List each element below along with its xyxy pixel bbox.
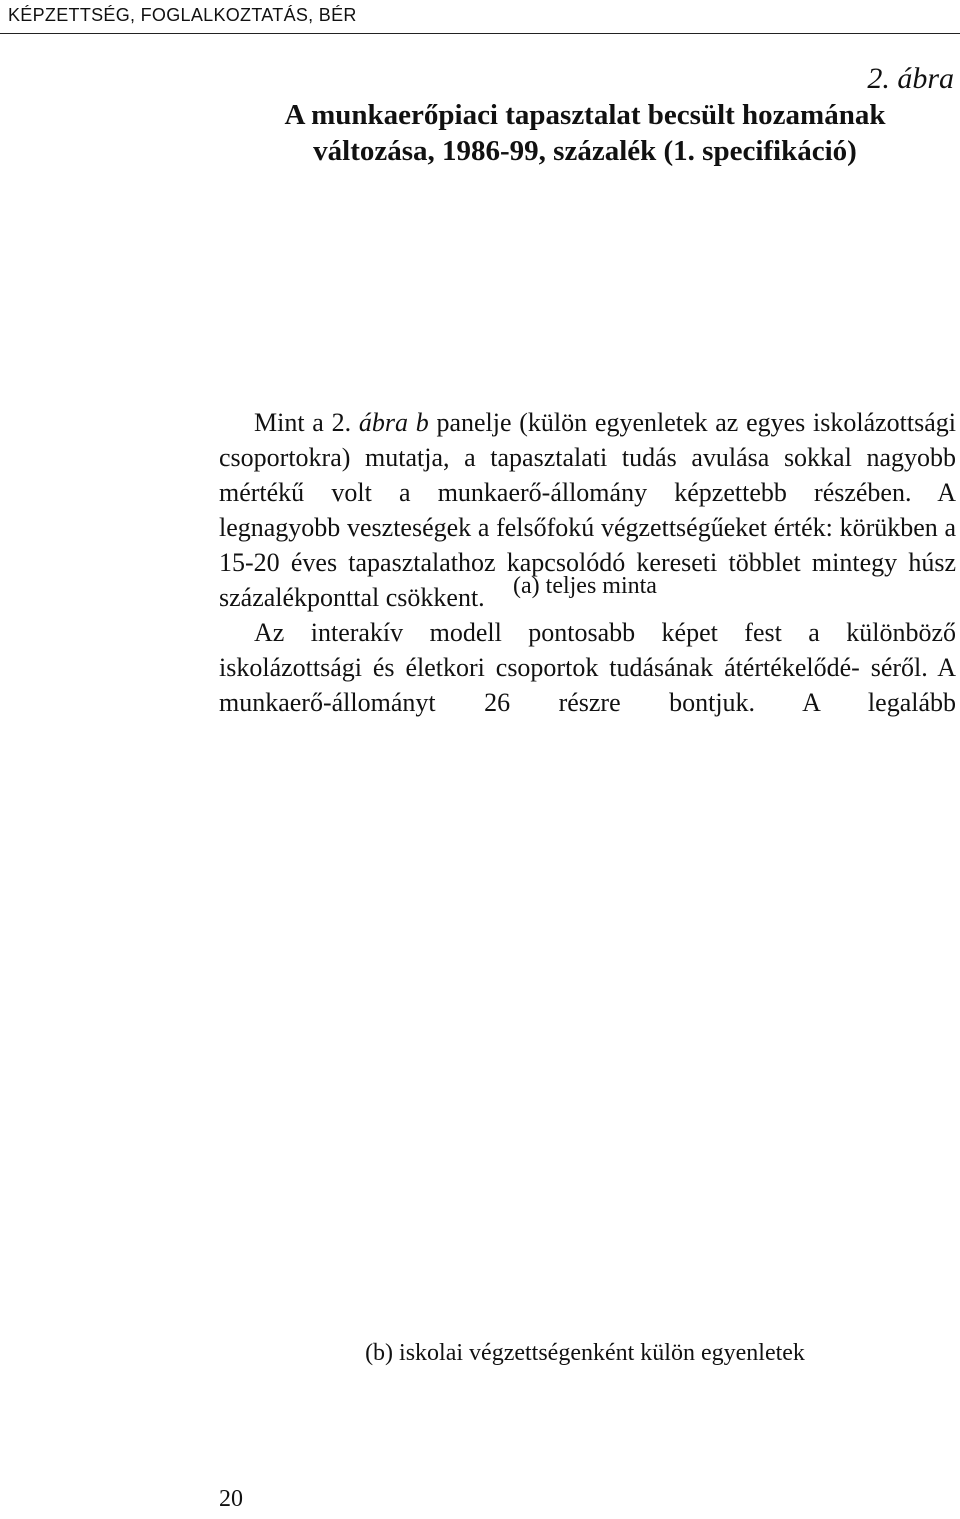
paragraph-1-start: Mint a 2.	[254, 408, 359, 437]
paragraph-1	[219, 405, 956, 615]
figure-title	[220, 97, 950, 169]
body-text	[219, 405, 956, 720]
figure-title-line-2: változása, 1986-99, százalék (1. specifikáció)	[313, 135, 857, 167]
paragraph-1-rest: panelje (külön egyenletek az egyes iskolázottsági csoportokra) mutatja, a tapasztalati tudás avulása sokkal nagyobb mértékű volt a munkaerő-állomány képzettebb részében. A legnagyobb veszteségek a felsőfokú végzettségűeket érték: körükben a 15-20 éves tapasztalathoz kapcsolódó kereseti többlet mintegy húsz százalékponttal csökkent.	[219, 408, 957, 612]
figure-reference: ábra b	[358, 408, 429, 437]
panel-a-caption: (a) teljes minta	[513, 573, 657, 599]
figure-number: 2. ábra	[867, 62, 954, 95]
panel-b-caption: (b) iskolai végzettségenként külön egyenletek	[365, 1340, 805, 1366]
paragraph-2: Az interakív modell pontosabb képet fest a különböző iskolázottsági és életkori csoportok tudásának átértékelődé- séről. A munkaerő-állományt 26 részre bontjuk. A legalább	[219, 618, 956, 717]
running-title: KÉPZETTSÉG, FOGLALKOZTATÁS, BÉR	[8, 5, 357, 25]
figure-title-line-1: A munkaerőpiaci tapasztalat becsült hozamának	[284, 99, 886, 131]
running-header	[0, 0, 960, 34]
page-number: 20	[219, 1486, 243, 1512]
